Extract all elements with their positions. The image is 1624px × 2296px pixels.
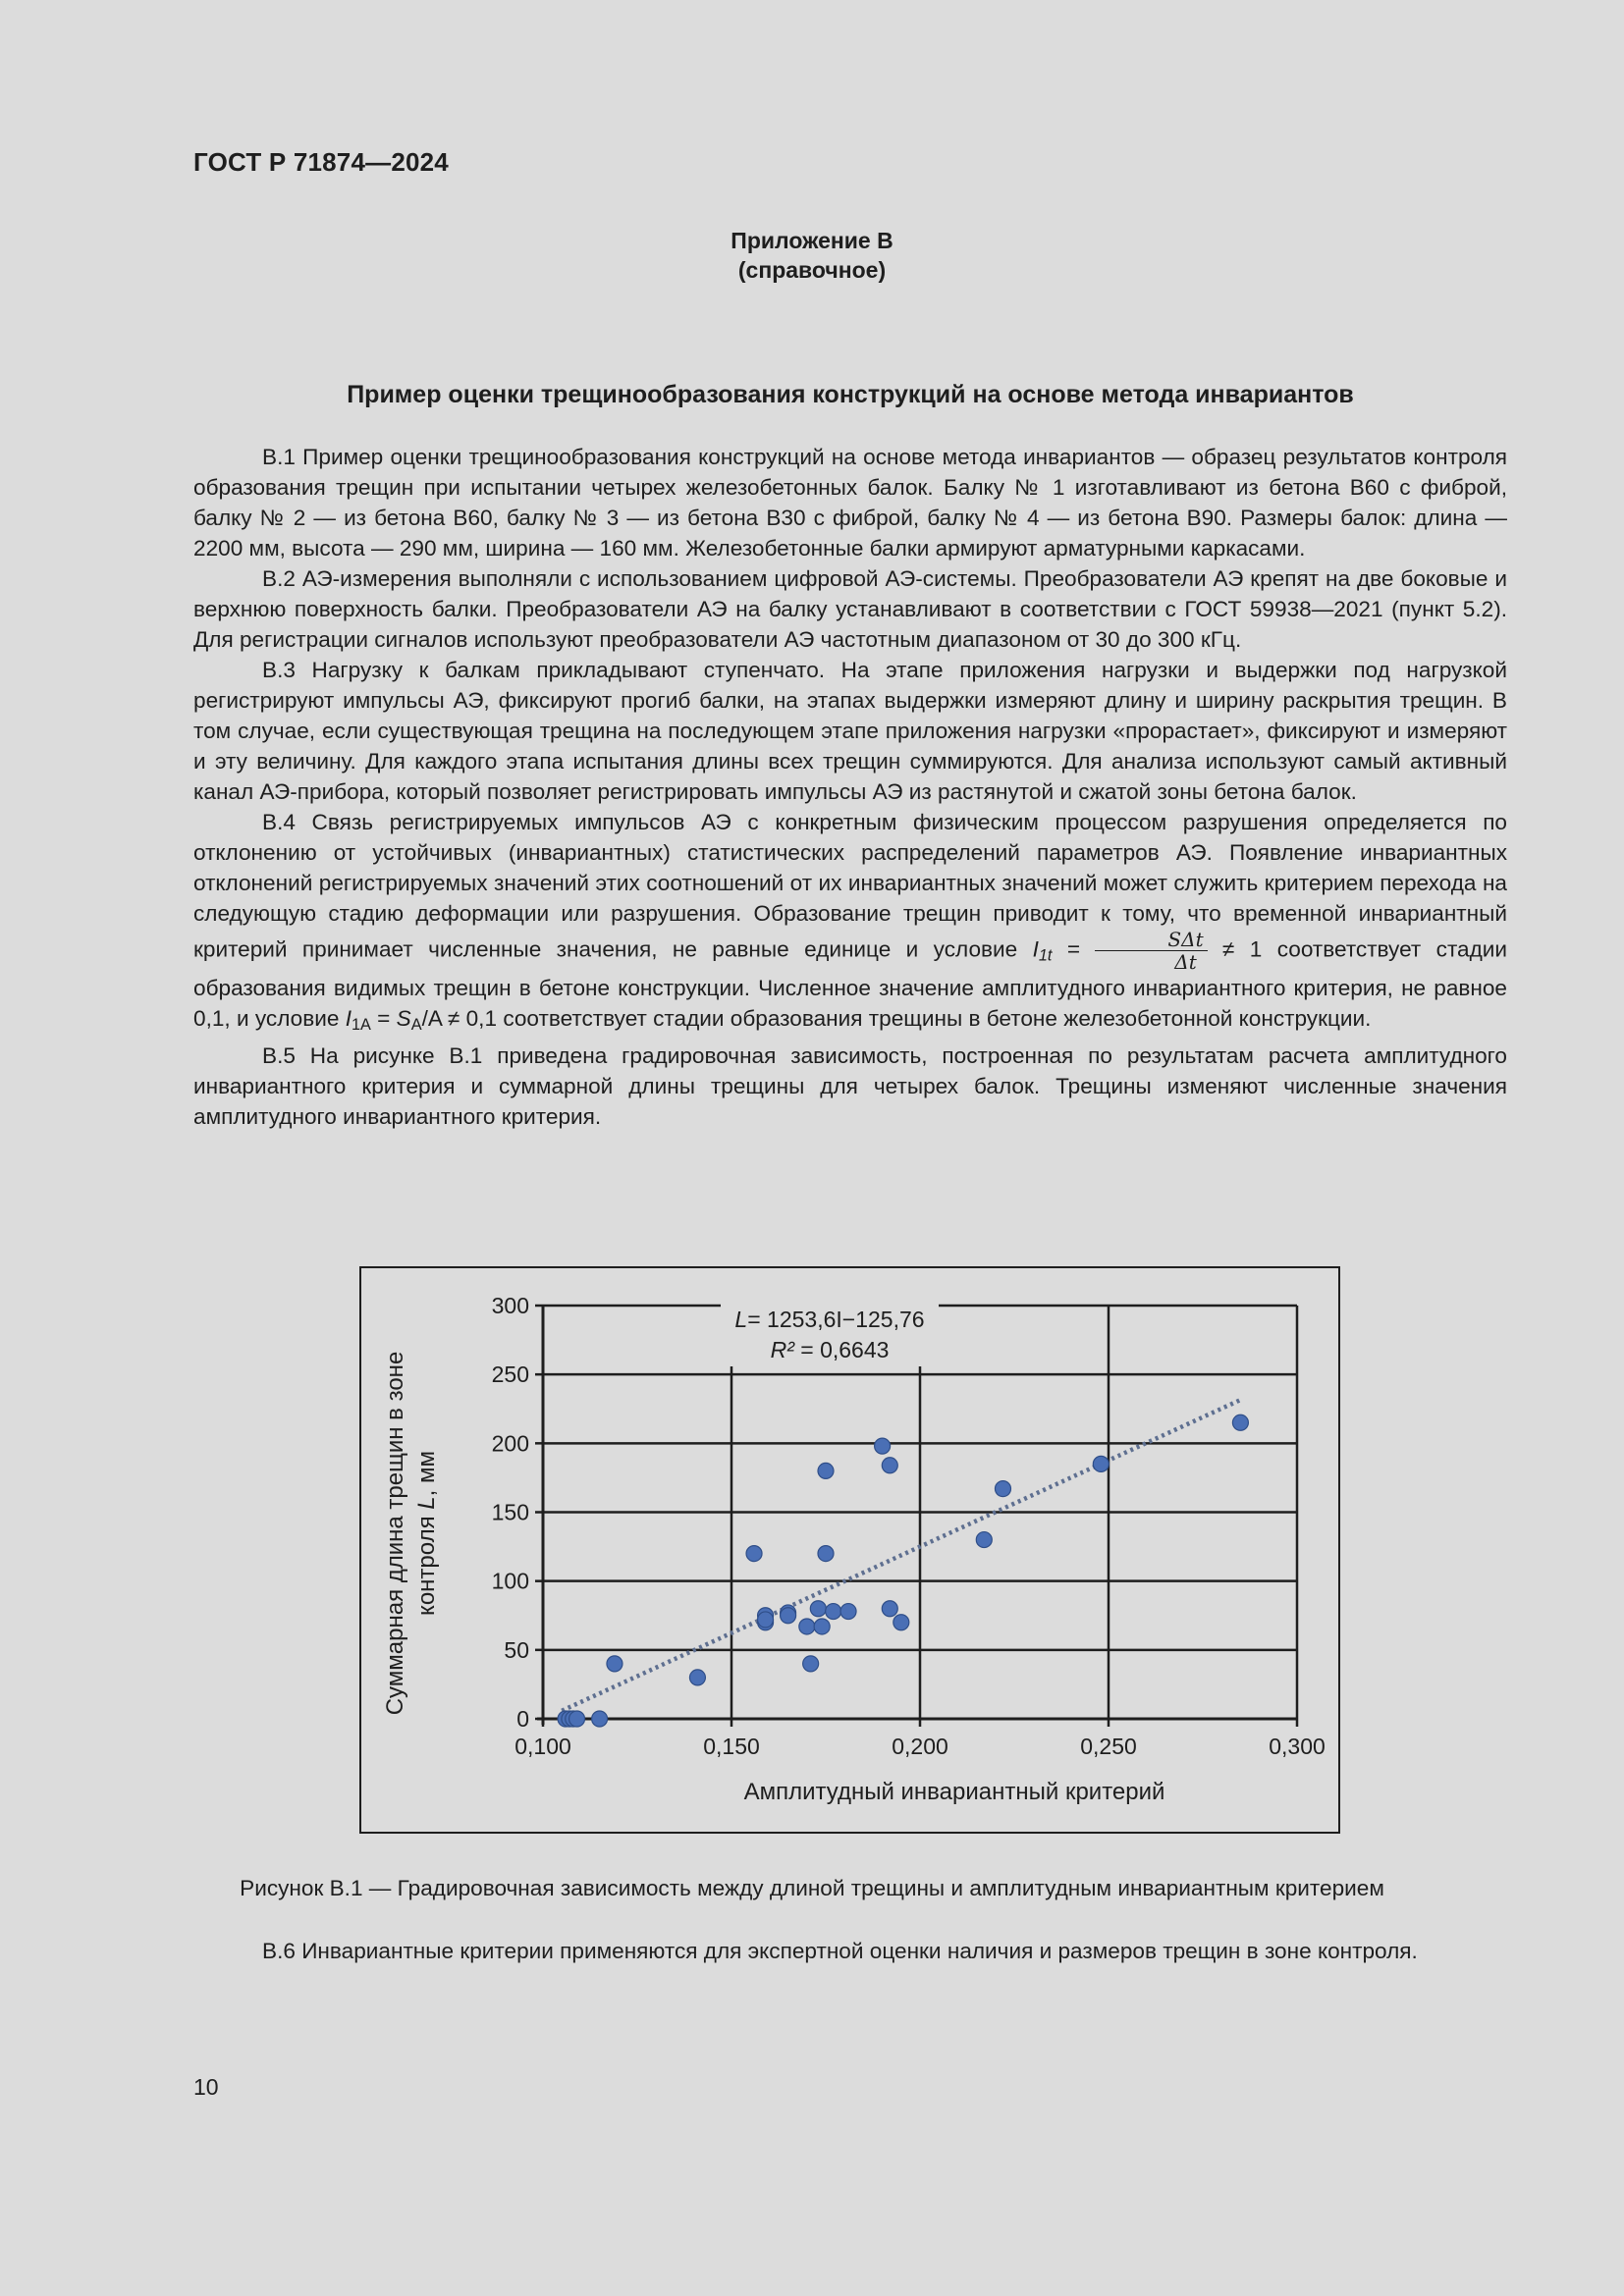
y-tick-label: 0 — [516, 1706, 529, 1732]
y-axis-label-line1: Суммарная длина трещин в зоне — [382, 1351, 408, 1716]
x-tick-label: 0,150 — [703, 1734, 760, 1759]
y-axis-label-line2: контроля L, мм — [413, 1451, 440, 1616]
data-point — [1093, 1456, 1109, 1471]
body-text — [193, 442, 1507, 1132]
grid-layer — [543, 1306, 1297, 1719]
paragraph-b1: В.1 Пример оценки трещинообразования конструкций на основе метода инвариантов — образец результатов контроля образования трещин при испытании четырех железобетонных балок. Балку № 1 изготавливают из бетона В60 с фиброй, балку № 2 — из бетона В60, балку № 3 — из бетона В30 с фиброй, балку № 4 — из бетона В90. Размеры балок: длина — 2200 мм, высота — 290 мм, ширина — 160 мм. Железобетонные балки армируют арматурными каркасами. — [193, 445, 1507, 561]
formula-i1a-rest: /A ≠ 0,1 — [421, 1006, 498, 1031]
axis-layer — [535, 1306, 1297, 1727]
trendline — [562, 1400, 1240, 1711]
data-point — [810, 1601, 826, 1617]
data-point — [882, 1601, 897, 1617]
formula-fraction — [1095, 929, 1207, 973]
data-point — [746, 1546, 762, 1562]
document-header: ГОСТ Р 71874—2024 — [193, 147, 449, 177]
page-number: 10 — [193, 2074, 219, 2100]
data-point — [592, 1711, 608, 1727]
formula-sa-subscript: A — [410, 1016, 422, 1035]
data-point — [826, 1604, 841, 1620]
paragraph-b5: В.5 На рисунке В.1 приведена градировочная зависимость, построенная по результатам расчета амплитудного инвариантного критерия и суммарной длины трещины для четырех балок. Трещины изменяют численные значения амплитудного инвариантного критерия. — [193, 1043, 1507, 1130]
data-point — [781, 1608, 796, 1624]
r-squared: R² = 0,6643 — [770, 1337, 890, 1362]
data-point — [814, 1619, 830, 1634]
y-tick-label: 50 — [504, 1636, 529, 1663]
data-point — [840, 1604, 856, 1620]
figure-caption: Рисунок В.1 — Градировочная зависимость между длиной трещины и амплитудным инвариантным критерием — [240, 1876, 1384, 1900]
annex-note: (справочное) — [737, 257, 887, 283]
data-point — [607, 1656, 623, 1672]
y-tick-label: 150 — [491, 1499, 529, 1525]
x-tick-label: 0,100 — [514, 1734, 571, 1759]
y-tick-label: 100 — [491, 1568, 529, 1594]
formula-i1t-symbol: I — [1032, 936, 1039, 962]
data-point — [799, 1619, 815, 1634]
data-point — [689, 1670, 705, 1685]
paragraph-b4-part-d: соответствует стадии образования трещины в бетоне железобетонной конструкции. — [503, 1006, 1372, 1031]
y-axis-label — [382, 1352, 440, 1716]
x-tick-label: 0,300 — [1269, 1734, 1326, 1759]
data-point — [893, 1615, 909, 1630]
paragraph-b6: В.6 Инвариантные критерии применяются для экспертной оценки наличия и размеров трещин в зоне контроля. — [262, 1939, 1418, 1963]
x-tick-label: 0,200 — [892, 1734, 948, 1759]
section-title: Пример оценки трещинообразования конструкций на основе метода инвариантов — [347, 381, 1354, 408]
formula-numerator: SΔt — [1095, 929, 1207, 951]
data-point — [995, 1481, 1010, 1497]
data-point — [976, 1532, 992, 1548]
data-point — [882, 1458, 897, 1473]
formula-i1a-subscript: 1A — [351, 1016, 371, 1035]
y-tick-label: 250 — [491, 1362, 529, 1388]
data-point — [1232, 1415, 1248, 1430]
formula-i1t-subscript: 1t — [1038, 946, 1053, 965]
formula-equals: = — [1052, 936, 1096, 962]
paragraph-b3: В.3 Нагрузку к балкам прикладывают ступенчато. На этапе приложения нагрузки и выдержки под нагрузкой регистрируют импульсы АЭ, фиксируют прогиб балки, на этапах выдержки измеряют длину и ширину раскрытия трещин. В том случае, если существующая трещина на последующем этапе приложения нагрузки «прорастает», фиксируют и измеряют и эту величину. Для каждого этапа испытания длины всех трещин суммируются. Для анализа используют самый активный канал АЭ-прибора, который позволяет регистрировать импульсы АЭ из растянутой и сжатой зоны бетона балок. — [193, 658, 1507, 804]
data-point — [818, 1546, 834, 1562]
data-point — [803, 1656, 819, 1672]
data-point — [758, 1612, 774, 1628]
annex-heading — [0, 226, 1624, 285]
points-layer — [558, 1415, 1248, 1727]
formula-sa-symbol: S — [396, 1006, 411, 1031]
paragraph-b4-part-a: В.4 Связь регистрируемых импульсов АЭ с конкретным физическим процессом разрушения определяется по отклонению от устойчивых (инвариантных) статистических распределений параметров АЭ. Появление инвариантных отклонений регистрируемых значений этих соотношений от их инвариантных значений может служить критерием перехода на следующую стадию деформации или разрушения. Образование трещин приводит к тому, что временной инвариантный критерий принимает численные значения, не равные единице и условие — [193, 810, 1507, 962]
figure-frame — [359, 1266, 1340, 1834]
y-tick-label: 300 — [491, 1293, 529, 1318]
trend-equation: L= 1253,6I−125,76 — [734, 1307, 925, 1332]
formula-i1a-symbol: I — [345, 1006, 352, 1031]
formula-denominator: Δt — [1174, 950, 1197, 974]
paragraph-b4 — [193, 807, 1507, 1041]
formula-i1a-equals: = — [370, 1006, 397, 1031]
paragraph-b4-part-b: соответствует стадии образования видимых трещин в бетоне конструкции. Численное значение амплитудного инвариантного критерия, не равное 0,1, и условие — [193, 936, 1508, 1031]
x-axis-label: Амплитудный инвариантный критерий — [743, 1779, 1165, 1805]
data-point — [818, 1463, 834, 1478]
y-tick-label: 200 — [491, 1430, 529, 1457]
x-tick-label: 0,250 — [1080, 1734, 1137, 1759]
annex-title: Приложение В — [731, 228, 893, 253]
paragraph-b2: В.2 АЭ-измерения выполняли с использованием цифровой АЭ-системы. Преобразователи АЭ крепят на две боковые и верхнюю поверхность балки. Преобразователи АЭ на балку устанавливают в соответствии с ГОСТ 59938—2021 (пункт 5.2). Для регистрации сигналов используют преобразователи АЭ частотным диапазоном от 30 до 300 кГц. — [193, 566, 1507, 652]
formula-not-equal: ≠ 1 — [1207, 936, 1263, 962]
scatter-chart — [361, 1268, 1337, 1831]
data-point — [569, 1711, 585, 1727]
trendline-layer — [562, 1400, 1240, 1711]
data-point — [875, 1438, 891, 1454]
